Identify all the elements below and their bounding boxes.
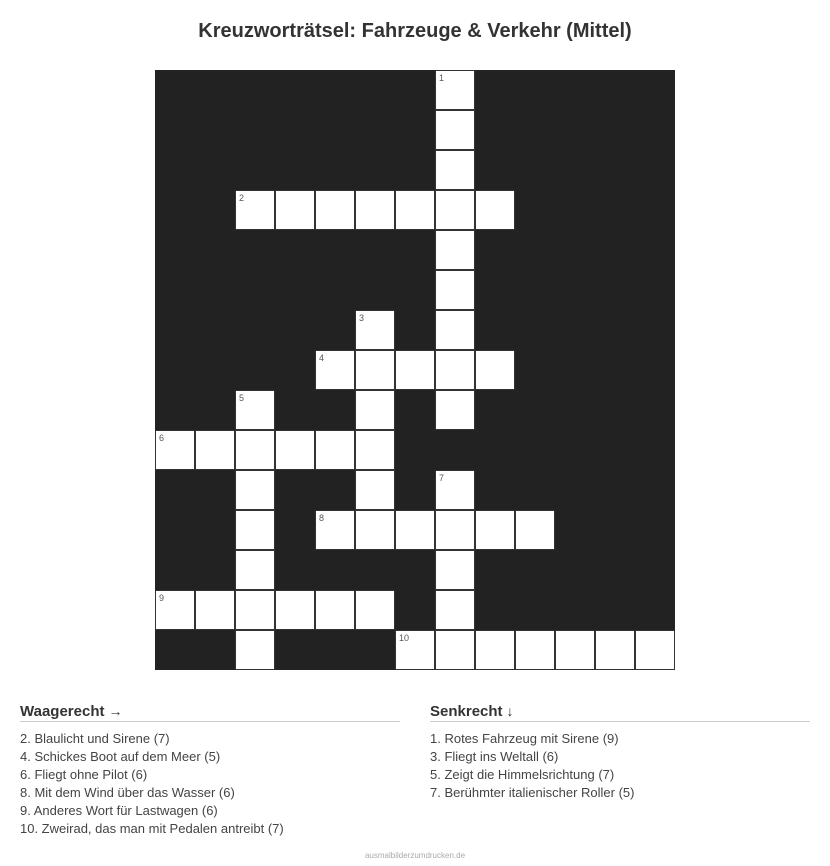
grid-cell[interactable] <box>395 350 435 390</box>
clue-number: 10 <box>399 633 410 643</box>
grid-cell[interactable] <box>555 630 595 670</box>
clue-number: 1 <box>439 73 445 83</box>
grid-cell[interactable] <box>595 630 635 670</box>
grid-cell[interactable] <box>435 310 475 350</box>
down-clues-section <box>430 703 810 802</box>
grid-cell[interactable] <box>435 470 475 510</box>
grid-cell[interactable] <box>275 190 315 230</box>
clue-number: 5 <box>239 393 245 403</box>
grid-cell[interactable] <box>435 630 475 670</box>
down-clue-list <box>430 730 810 802</box>
grid-cell[interactable] <box>435 550 475 590</box>
down-heading-label: Senkrecht <box>430 703 503 720</box>
grid-cell[interactable] <box>235 470 275 510</box>
grid-cell[interactable] <box>475 350 515 390</box>
clue-number: 7 <box>439 473 445 483</box>
grid-cell[interactable] <box>435 70 475 110</box>
grid-cell[interactable] <box>355 470 395 510</box>
grid-cell[interactable] <box>435 390 475 430</box>
grid-cell[interactable] <box>315 590 355 630</box>
right-arrow-icon: → <box>108 703 123 719</box>
grid-cell[interactable] <box>195 590 235 630</box>
grid-cell[interactable] <box>395 630 435 670</box>
grid-cell[interactable] <box>355 390 395 430</box>
clue-number: 6 <box>159 433 165 443</box>
grid-cell[interactable] <box>155 590 195 630</box>
grid-cell[interactable] <box>235 510 275 550</box>
grid-cell[interactable] <box>235 390 275 430</box>
grid-cell[interactable] <box>355 190 395 230</box>
down-clue: 5. Zeigt die Himmelsrichtung (7) <box>430 767 615 782</box>
clue-number: 2 <box>239 193 245 203</box>
across-clue: 10. Zweirad, das man mit Pedalen antreibt (7) <box>20 821 284 836</box>
grid-cell[interactable] <box>435 270 475 310</box>
grid-cell[interactable] <box>355 590 395 630</box>
grid-cell[interactable] <box>435 350 475 390</box>
grid-cell[interactable] <box>315 190 355 230</box>
grid-cell[interactable] <box>315 510 355 550</box>
grid-cell[interactable] <box>635 630 675 670</box>
grid-cell[interactable] <box>515 630 555 670</box>
across-clues-section <box>20 703 400 838</box>
grid-cell[interactable] <box>435 150 475 190</box>
grid-cell[interactable] <box>395 510 435 550</box>
puzzle-title: Kreuzworträtsel: Fahrzeuge & Verkehr (Mittel) <box>198 20 632 42</box>
clue-number: 3 <box>359 313 365 323</box>
grid-cell[interactable] <box>235 430 275 470</box>
grid-cell[interactable] <box>355 310 395 350</box>
grid-cell[interactable] <box>395 190 435 230</box>
clue-number: 4 <box>319 353 325 363</box>
grid-cell[interactable] <box>475 630 515 670</box>
across-heading-label: Waagerecht <box>20 703 105 720</box>
grid-cell[interactable] <box>475 190 515 230</box>
down-heading <box>430 703 810 722</box>
clue-number: 8 <box>319 513 325 523</box>
across-clue: 2. Blaulicht und Sirene (7) <box>20 731 170 746</box>
grid-cell[interactable] <box>355 510 395 550</box>
grid-cell[interactable] <box>435 230 475 270</box>
grid-cell[interactable] <box>235 190 275 230</box>
grid-cell[interactable] <box>235 630 275 670</box>
down-clue: 1. Rotes Fahrzeug mit Sirene (9) <box>430 731 619 746</box>
grid-cell[interactable] <box>155 430 195 470</box>
down-clue: 3. Fliegt ins Weltall (6) <box>430 749 559 764</box>
footer-credit: ausmalbilderzumdrucken.de <box>364 851 466 860</box>
clue-number: 9 <box>159 593 165 603</box>
grid-cell[interactable] <box>355 430 395 470</box>
grid-cell[interactable] <box>435 110 475 150</box>
grid-cell[interactable] <box>435 190 475 230</box>
grid-cell[interactable] <box>515 510 555 550</box>
across-clue: 4. Schickes Boot auf dem Meer (5) <box>20 749 221 764</box>
down-arrow-icon: ↓ <box>506 703 514 719</box>
grid-cell[interactable] <box>275 590 315 630</box>
grid-cell[interactable] <box>235 590 275 630</box>
grid-cell[interactable] <box>315 430 355 470</box>
grid-cell[interactable] <box>315 350 355 390</box>
across-clue-list <box>20 730 400 838</box>
grid-cell[interactable] <box>475 510 515 550</box>
grid-cell[interactable] <box>435 590 475 630</box>
down-clue: 7. Berühmter italienischer Roller (5) <box>430 785 635 800</box>
grid-cell[interactable] <box>195 430 235 470</box>
across-clue: 9. Anderes Wort für Lastwagen (6) <box>20 803 218 818</box>
grid-cell[interactable] <box>235 550 275 590</box>
grid-cell[interactable] <box>435 510 475 550</box>
across-clue: 8. Mit dem Wind über das Wasser (6) <box>20 785 235 800</box>
across-heading <box>20 703 400 722</box>
crossword-grid <box>155 70 675 670</box>
grid-cell[interactable] <box>355 350 395 390</box>
across-clue: 6. Fliegt ohne Pilot (6) <box>20 767 148 782</box>
grid-cell[interactable] <box>275 430 315 470</box>
